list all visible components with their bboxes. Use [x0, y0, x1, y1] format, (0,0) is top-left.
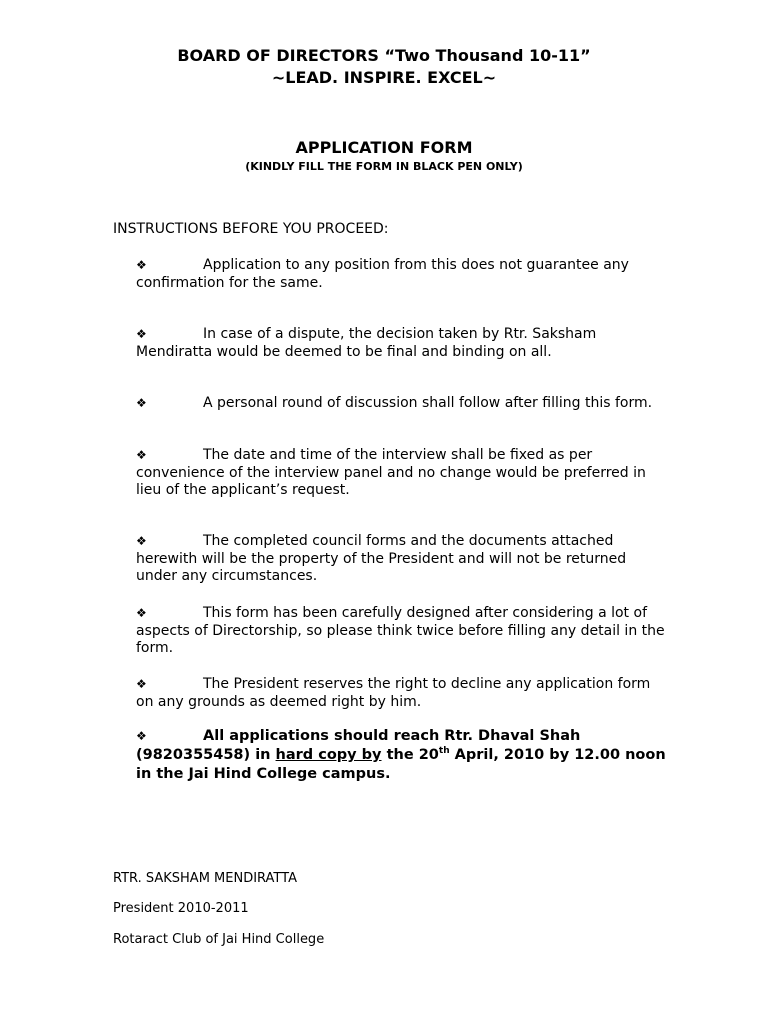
signatory-position: President 2010-2011 [113, 901, 249, 916]
instruction-text: A personal round of discussion shall follow after filling this form. [203, 395, 653, 411]
submission-instruction [136, 727, 666, 784]
instruction-text: The date and time of the interview shall be fixed as per convenience of the interview panel and no change would be preferred in lieu of the applicant’s request. [136, 447, 646, 498]
diamond-bullet-icon: ❖ [136, 606, 147, 620]
submission-underlined-text: hard copy by [275, 747, 382, 763]
instruction-item-1 [136, 257, 666, 292]
diamond-bullet-icon: ❖ [136, 534, 147, 548]
instructions-heading: INSTRUCTIONS BEFORE YOU PROCEED: [113, 221, 389, 237]
instruction-item-5 [136, 533, 666, 586]
submission-text-part2: the 20 [381, 747, 439, 763]
instruction-item-4 [136, 447, 666, 500]
diamond-bullet-icon: ❖ [136, 327, 147, 341]
instruction-item-7 [136, 676, 666, 711]
ordinal-superscript: th [438, 746, 450, 757]
diamond-bullet-icon: ❖ [136, 729, 147, 743]
form-title: APPLICATION FORM [295, 138, 473, 157]
instruction-item-3 [136, 395, 666, 413]
instruction-text: In case of a dispute, the decision taken by Rtr. Saksham Mendiratta would be deemed to be final and binding on all. [136, 326, 597, 360]
club-name: Rotaract Club of Jai Hind College [113, 932, 325, 947]
form-note: (KINDLY FILL THE FORM IN BLACK PEN ONLY) [245, 160, 523, 173]
signatory-name: RTR. SAKSHAM MENDIRATTA [113, 871, 297, 886]
instruction-text: Application to any position from this does not guarantee any confirmation for the same. [136, 257, 629, 291]
instruction-text: This form has been carefully designed after considering a lot of aspects of Directorship, so please think twice before filling any detail in the form. [136, 605, 665, 656]
diamond-bullet-icon: ❖ [136, 677, 147, 691]
board-tagline: ~LEAD. INSPIRE. EXCEL~ [271, 68, 497, 87]
instruction-text: The President reserves the right to decline any application form on any grounds as deemed right by him. [136, 676, 651, 710]
diamond-bullet-icon: ❖ [136, 448, 147, 462]
board-title: BOARD OF DIRECTORS “Two Thousand 10-11” [177, 46, 591, 65]
instruction-item-2 [136, 326, 666, 361]
instruction-text: The completed council forms and the documents attached herewith will be the property of the President and will not be returned under any circumstances. [136, 533, 627, 584]
instruction-item-6 [136, 605, 666, 658]
diamond-bullet-icon: ❖ [136, 258, 147, 272]
diamond-bullet-icon: ❖ [136, 396, 147, 410]
submission-text-part1: All applications should reach Rtr. Dhaval Shah (9820355458) in [136, 728, 581, 763]
submission-text-part3: April, 2010 by 12.00 noon in the Jai Hind College campus. [136, 747, 666, 782]
